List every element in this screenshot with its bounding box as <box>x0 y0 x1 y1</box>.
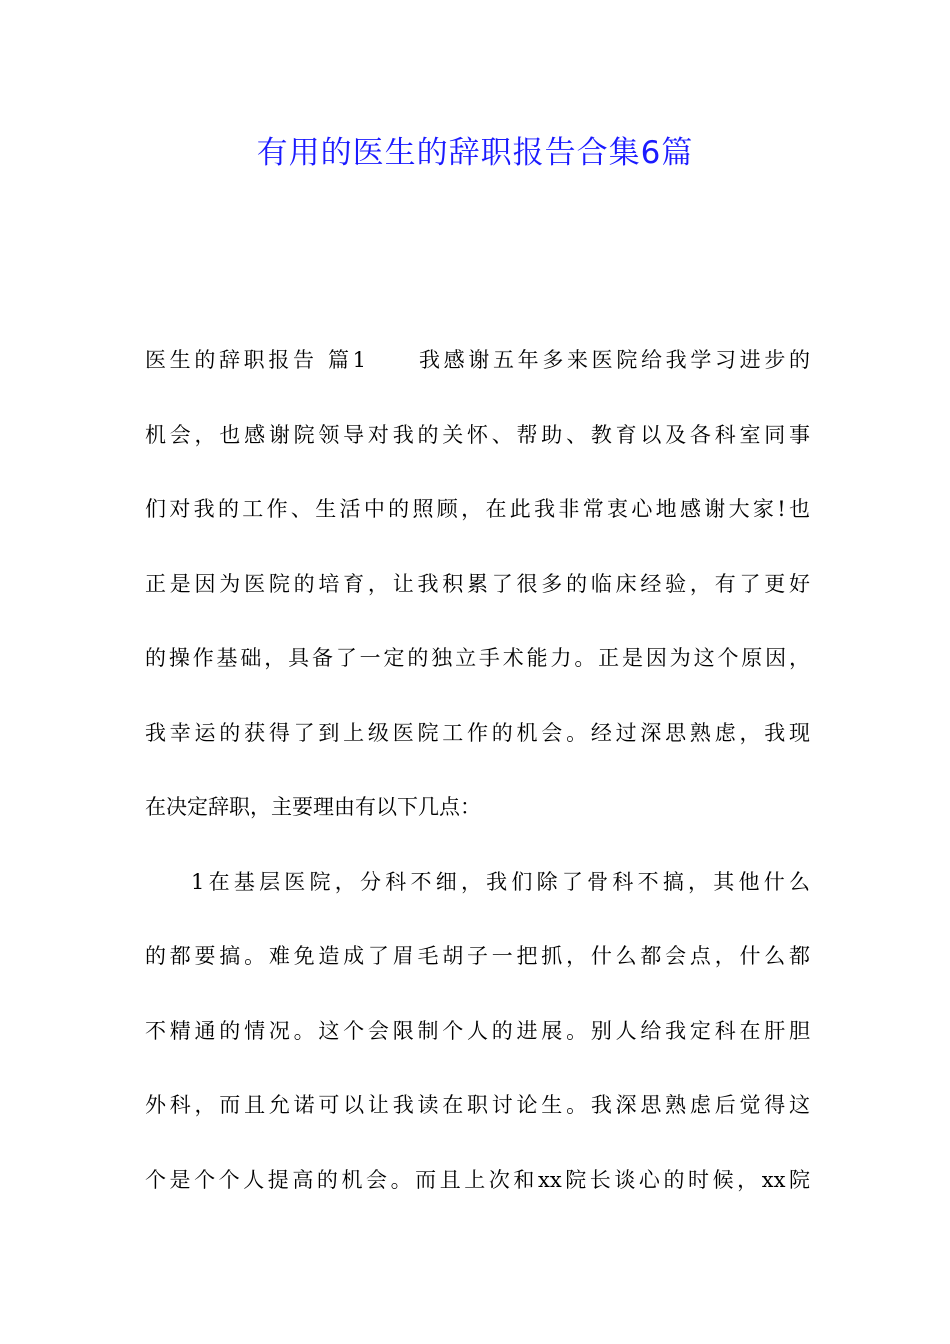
body-line: 在决定辞职，主要理由有以下几点： <box>145 795 481 819</box>
body-line: 的操作基础，具备了一定的独立手术能力。正是因为这个原因， <box>145 646 810 670</box>
body-line: 个是个个人提高的机会。而且上次和xx院长谈心的时候，xx院 <box>145 1167 810 1192</box>
body-line: 我幸运的获得了到上级医院工作的机会。经过深思熟虑，我现 <box>145 720 810 745</box>
document-body <box>145 334 810 1228</box>
body-line: 机会，也感谢院领导对我的关怀、帮助、教育以及各科室同事 <box>145 422 810 447</box>
body-line: 外科，而且允诺可以让我读在职讨论生。我深思熟虑后觉得这 <box>145 1093 810 1117</box>
document-title: 有用的医生的辞职报告合集6篇 <box>256 135 694 171</box>
body-line: 的都要搞。难免造成了眉毛胡子一把抓，什么都会点，什么都 <box>145 944 810 968</box>
body-line: 不精通的情况。这个会限制个人的进展。别人给我定科在肝胆 <box>145 1018 810 1043</box>
body-line: 医生的辞职报告 篇1 我感谢五年多来医院给我学习进步的 <box>145 348 810 372</box>
body-line: 们对我的工作、生活中的照顾，在此我非常衷心地感谢大家!也 <box>145 497 810 521</box>
body-line: 正是因为医院的培育，让我积累了很多的临床经验，有了更好 <box>145 571 810 596</box>
body-line: 1在基层医院，分科不细，我们除了骨科不搞，其他什么 <box>191 869 810 894</box>
